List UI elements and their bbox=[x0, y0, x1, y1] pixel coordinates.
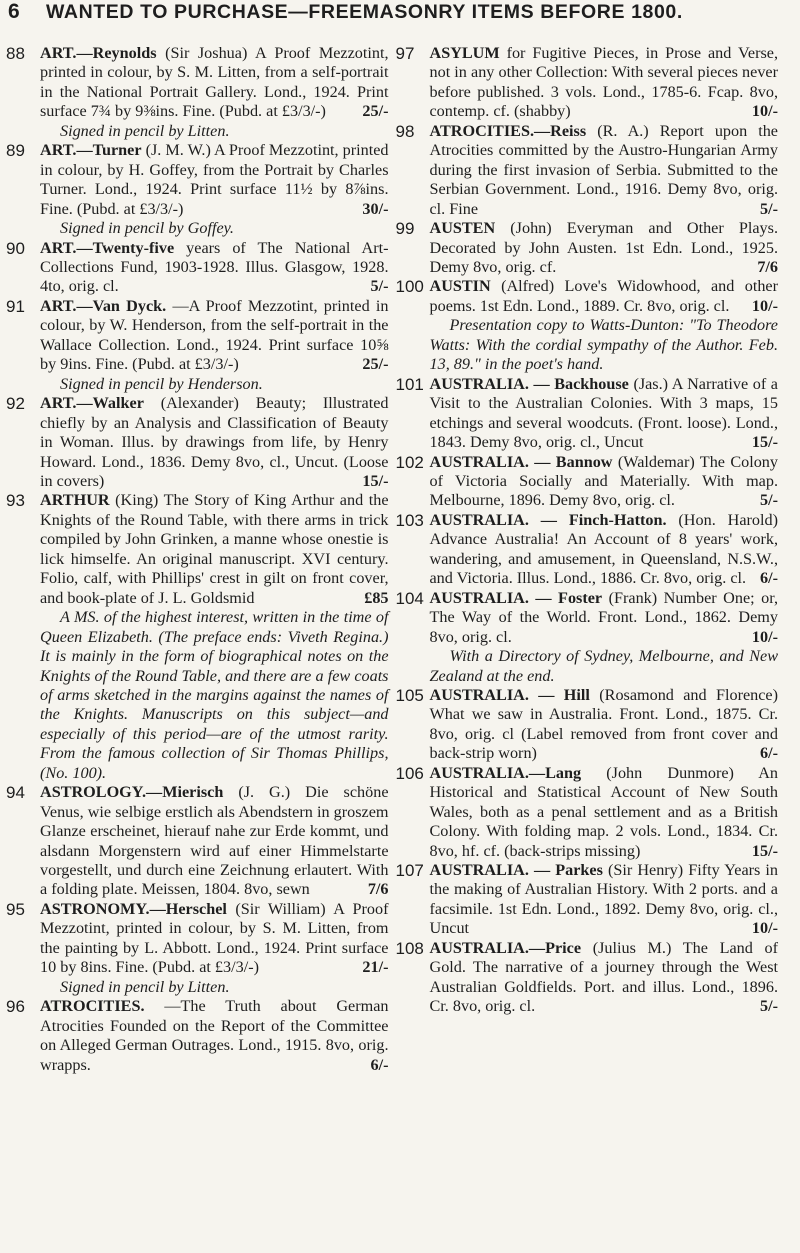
entry-description bbox=[430, 511, 779, 589]
entry-description bbox=[430, 589, 779, 647]
lot-number: 98 bbox=[395, 121, 415, 141]
catalogue-entry bbox=[0, 394, 389, 491]
entry-body bbox=[40, 394, 389, 491]
entry-body bbox=[40, 997, 389, 1075]
entry-body bbox=[430, 589, 779, 686]
entry-text: (King) The Story of King Arthur and the Knights of the Round Table, with there arms in trick compiled by John Grinken, a manne whose onestie is lick himselfe. An original manuscript. XVI century. Folio, calf, with Phillips' crest in gilt on front cover, and book-plate of J. L. Goldsmid bbox=[40, 491, 389, 607]
entry-price: 7/6 bbox=[757, 257, 778, 276]
catalogue-entry bbox=[390, 122, 779, 219]
catalogue-entry bbox=[390, 686, 779, 764]
lot-number: 101 bbox=[395, 374, 424, 394]
entry-price: 25/- bbox=[362, 102, 389, 121]
entry-description bbox=[430, 861, 779, 939]
catalogue-entry bbox=[390, 939, 779, 1017]
catalogue-entry bbox=[0, 239, 389, 297]
entry-body bbox=[430, 686, 779, 764]
entry-text: for Fugitive Pieces, in Prose and Verse, not in any other Collection: With several pieces never before published. 3 vols. Lond., 1785-6. Fcap. 8vo, contemp. cf. (shabby) bbox=[429, 44, 778, 121]
entry-text: (Waldemar) The Colony of Victoria Socially and Materially. With map. Melbourne, 1896. Demy 8vo, orig. cl. bbox=[429, 452, 778, 510]
entry-description bbox=[40, 394, 389, 491]
entry-price: 6/- bbox=[760, 744, 778, 763]
lot-number: 93 bbox=[6, 491, 25, 511]
entry-text: (Sir Joshua) A Proof Mezzotint, printed in colour, by S. M. Litten, from a self-portrait in the National Portrait Gallery. Lond., 1924. Print surface 7¾ by 9⅜ins. Fine. (Pubd. at £3/3/-) bbox=[40, 44, 389, 121]
entry-heading: AUSTRALIA. — Bannow bbox=[429, 452, 613, 471]
lot-number: 90 bbox=[6, 238, 25, 258]
entry-heading: ART.—Turner bbox=[40, 141, 142, 160]
page-number: 6 bbox=[8, 0, 20, 23]
entry-text: (John) Everyman and Other Plays. Decorated by John Austen. 1st Edn. Lond., 1925. Demy 8vo, orig. cf. bbox=[429, 219, 778, 276]
entry-price: 5/- bbox=[760, 199, 778, 218]
entry-text: (Rosamond and Florence) What we saw in Australia. Front. Lond., 1875. Cr. 8vo, orig. cl (Label removed from front cover and back-strip worn) bbox=[429, 685, 778, 763]
entry-price: 25/- bbox=[362, 355, 389, 374]
entry-body bbox=[430, 277, 779, 374]
entry-body bbox=[430, 122, 779, 219]
entry-text: (Hon. Harold) Advance Australia! An Account of 8 years' work, wandering, and amusement, in Queensland, N.S.W., and Victoria. Illus. Lond., 1886. Cr. 8vo, orig. cl. bbox=[429, 510, 778, 588]
entry-text: (R. A.) Report upon the Atrocities committed by the Austro-Hungarian Army during the first invasion of Serbia. Submitted to the Serbian Government. Lond., 1916. Demy 8vo, orig. cl. Fine bbox=[429, 121, 778, 218]
entry-heading: AUSTRALIA. — Parkes bbox=[429, 861, 603, 880]
entry-heading: AUSTRALIA. — Finch-Hatton. bbox=[429, 510, 667, 529]
entry-description bbox=[40, 44, 389, 122]
entry-text: (Alfred) Love's Widowhood, and other poems. 1st Edn. Lond., 1889. Cr. 8vo, orig. cl. bbox=[429, 277, 779, 315]
entry-price: 7/6 bbox=[367, 880, 389, 899]
left-column bbox=[0, 44, 389, 1075]
entry-note: Signed in pencil by Henderson. bbox=[60, 374, 263, 393]
lot-number: 100 bbox=[395, 277, 424, 297]
entry-text: (J. G.) Die schöne Venus, wie selbige erstlich als Abendstern in groszem Glanze erscheinet, hierauf nahe zur Erde kommt, und alsdann Morgenstern wird auf einer Himmelstarte vorgestellt, und durch eine Zeichnung erlautert. With a folding plate. Meissen, 1804. 8vo, sewn bbox=[40, 783, 389, 899]
lot-number: 104 bbox=[395, 588, 424, 608]
entry-note: Presentation copy to Watts-Dunton: "To Theodore Watts: With the cordial sympathy of the Author. Feb. 13, 89." in the poet's hand. bbox=[429, 316, 778, 374]
lot-number: 88 bbox=[6, 44, 25, 63]
entry-price: 10/- bbox=[751, 627, 778, 646]
entry-heading: AUSTIN bbox=[429, 277, 491, 296]
entry-price: 15/- bbox=[751, 433, 778, 452]
catalogue-entry bbox=[0, 900, 389, 997]
entry-heading: AUSTRALIA. — Backhouse bbox=[429, 374, 629, 393]
entry-text: (Sir William) A Proof Mezzotint, printed in colour, by S. M. Litten, from the painting by L. Abbott. Lond., 1924. Print surface 10 by 8ins. Fine. (Pubd. at £3/3/-) bbox=[40, 899, 389, 977]
entry-note: Signed in pencil by Litten. bbox=[60, 977, 230, 996]
catalogue-entry bbox=[390, 277, 779, 374]
entry-text: (Frank) Number One; or, The Way of the World. Front. Lond., 1862. Demy 8vo, orig. cl. bbox=[429, 588, 779, 646]
entry-heading: ATROCITIES. bbox=[40, 997, 145, 1016]
lot-number: 96 bbox=[6, 997, 25, 1017]
lot-number: 105 bbox=[395, 685, 424, 705]
entry-note: With a Directory of Sydney, Melbourne, and New Zealand at the end. bbox=[429, 647, 778, 685]
entry-description bbox=[40, 141, 389, 219]
entry-description bbox=[40, 900, 389, 978]
entry-body bbox=[40, 297, 389, 394]
entry-body bbox=[40, 783, 389, 900]
entry-price: 10/- bbox=[751, 919, 778, 938]
entry-text: (John Dunmore) An Historical and Statistical Account of New South Wales, both as a penal settlement and as a British Colony. With folding map. 2 vols. Lond., 1834. Cr. 8vo, hf. cf. (back-strips missing) bbox=[429, 763, 779, 860]
entry-text: —The Truth about German Atrocities Founded on the Report of the Committee on Alleged German Outrages. Lond., 1915. 8vo, orig. wrapps. bbox=[40, 997, 389, 1074]
catalogue-entry bbox=[390, 861, 779, 939]
entry-body bbox=[430, 219, 779, 277]
entry-heading: AUSTRALIA. — Foster bbox=[429, 588, 603, 607]
entry-heading: AUSTRALIA.—Price bbox=[429, 938, 582, 957]
entry-body bbox=[40, 141, 389, 238]
entry-description bbox=[430, 375, 779, 453]
right-column bbox=[390, 44, 779, 1075]
entry-body bbox=[430, 511, 779, 589]
entry-text: (J. M. W.) A Proof Mezzotint, printed in colour, by H. Goffey, from the Portrait by Charles Turner. Lond., 1924. Print surface 11½ by 8⅞ins. Fine. (Pubd. at £3/3/-) bbox=[40, 141, 389, 218]
entry-price: £85 bbox=[364, 588, 389, 607]
entry-text: (Jas.) A Narrative of a Visit to the Australian Colonies. With 3 maps, 15 etchings and several woodcuts. (Front. loose). Lond., 1843. Demy 8vo, orig. cl., Uncut bbox=[429, 374, 778, 452]
entry-price: 5/- bbox=[370, 277, 389, 296]
page-header bbox=[0, 0, 778, 44]
catalogue-entry bbox=[390, 375, 779, 453]
entry-description bbox=[40, 997, 389, 1075]
entry-description bbox=[40, 239, 389, 297]
entry-heading: AUSTEN bbox=[429, 219, 496, 238]
entry-body bbox=[430, 375, 779, 453]
catalogue-entry bbox=[390, 764, 779, 861]
catalogue-entry bbox=[390, 589, 779, 686]
entry-body bbox=[40, 900, 389, 997]
entry-text: (Sir Henry) Fifty Years in the making of Australian History. With 2 ports. and a facsimile. 1st Edn. Lond., 1892. Demy 8vo, orig. cl., Uncut bbox=[429, 861, 778, 938]
lot-number: 108 bbox=[395, 938, 424, 958]
lot-number: 107 bbox=[395, 861, 424, 881]
entry-price: 15/- bbox=[362, 471, 389, 490]
entry-text: (Alexander) Beauty; Illustrated chiefly by an Analysis and Classification of Beauty in Woman. Illus. by drawings from life, by Henry Howard. Lond., 1836. Demy 8vo, cl., Uncut. (Loose in covers) bbox=[40, 394, 389, 490]
entry-body bbox=[40, 491, 389, 783]
catalogue-entry bbox=[390, 44, 779, 122]
entry-price: 6/- bbox=[370, 1055, 389, 1074]
entry-text: —A Proof Mezzotint, printed in colour, by W. Henderson, from the self-portrait in the Wallace Collection. Lond., 1924. Print surface 10⅝ by 9ins. Fine. (Pubd. at £3/3/-) bbox=[40, 296, 389, 374]
entry-heading: ASYLUM bbox=[429, 44, 500, 62]
entry-description bbox=[430, 686, 779, 764]
entry-description bbox=[430, 277, 779, 316]
entry-body bbox=[430, 44, 779, 122]
lot-number: 102 bbox=[395, 452, 424, 472]
entry-heading: ARTHUR bbox=[40, 491, 110, 510]
lot-number: 103 bbox=[395, 510, 424, 530]
entry-price: 5/- bbox=[760, 997, 778, 1016]
catalogue-entry bbox=[390, 511, 779, 589]
entry-heading: ASTROLOGY.—Mierisch bbox=[40, 783, 224, 802]
entry-heading: ART.—Walker bbox=[40, 394, 144, 413]
entry-body bbox=[430, 453, 779, 511]
entry-description bbox=[430, 44, 779, 122]
catalogue-entry bbox=[0, 297, 389, 394]
entry-heading: AUSTRALIA.—Lang bbox=[429, 763, 582, 782]
entry-price: 10/- bbox=[751, 102, 778, 121]
entry-description bbox=[430, 122, 779, 219]
entry-note: A MS. of the highest interest, written in the time of Queen Elizabeth. (The preface ends: Viveth Regina.) It is mainly in the form of biographical notes on the Knights of the Round Table, and there are a few coats of arms sketched in the margins against the names of the Knights. Manuscripts on this subject—and especially of this period—are of the utmost rarity. From the famous collection of Sir Thomas Phillips, (No. 100). bbox=[40, 608, 389, 782]
catalogue-entry bbox=[0, 44, 389, 141]
entry-body bbox=[40, 44, 389, 141]
entry-heading: AUSTRALIA. — Hill bbox=[429, 685, 590, 704]
lot-number: 106 bbox=[395, 763, 424, 783]
entry-price: 6/- bbox=[760, 569, 778, 588]
entry-price: 5/- bbox=[760, 491, 778, 510]
entry-text: years of The National Art-Collections Fund, 1903-1928. Illus. Glasgow, 1928. 4to, orig. cl. bbox=[40, 238, 389, 296]
lot-number: 97 bbox=[395, 44, 415, 63]
entry-price: 30/- bbox=[362, 199, 389, 218]
catalogue-columns bbox=[0, 44, 778, 1075]
lot-number: 91 bbox=[6, 296, 25, 316]
entry-description bbox=[40, 491, 389, 608]
entry-body bbox=[430, 764, 779, 861]
entry-heading: ATROCITIES.—Reiss bbox=[429, 121, 587, 140]
catalogue-entry bbox=[0, 141, 389, 238]
lot-number: 99 bbox=[395, 219, 415, 239]
entry-description bbox=[40, 783, 389, 900]
entry-body bbox=[40, 239, 389, 297]
entry-heading: ASTRONOMY.—Herschel bbox=[40, 899, 227, 918]
entry-text: (Julius M.) The Land of Gold. The narrative of a journey through the West Australian Goldfields. Port. and illus. Lond., 1896. Cr. 8vo, orig. cl. bbox=[429, 938, 778, 1016]
entry-price: 15/- bbox=[751, 841, 778, 860]
entry-price: 10/- bbox=[751, 296, 778, 315]
entry-heading: ART.—Reynolds bbox=[40, 44, 157, 62]
entry-description bbox=[430, 764, 779, 861]
entry-description bbox=[430, 219, 779, 277]
entry-note: Signed in pencil by Litten. bbox=[60, 121, 230, 140]
entry-heading: ART.—Van Dyck. bbox=[40, 296, 167, 315]
catalogue-entry bbox=[0, 997, 389, 1075]
entry-heading: ART.—Twenty-five bbox=[40, 238, 175, 257]
lot-number: 95 bbox=[6, 899, 25, 919]
catalogue-entry bbox=[0, 491, 389, 783]
entry-description bbox=[430, 939, 779, 1017]
entry-description bbox=[430, 453, 779, 511]
entry-body bbox=[430, 861, 779, 939]
entry-body bbox=[430, 939, 779, 1017]
entry-note: Signed in pencil by Goffey. bbox=[60, 219, 234, 238]
running-head: WANTED TO PURCHASE—FREEMASONRY ITEMS BEFORE 1800. bbox=[46, 1, 683, 23]
catalogue-entry bbox=[390, 219, 779, 277]
lot-number: 92 bbox=[6, 394, 25, 414]
lot-number: 89 bbox=[6, 141, 25, 161]
catalogue-entry bbox=[390, 453, 779, 511]
lot-number: 94 bbox=[6, 783, 25, 803]
entry-description bbox=[40, 297, 389, 375]
entry-price: 21/- bbox=[362, 958, 389, 977]
catalogue-entry bbox=[0, 783, 389, 900]
